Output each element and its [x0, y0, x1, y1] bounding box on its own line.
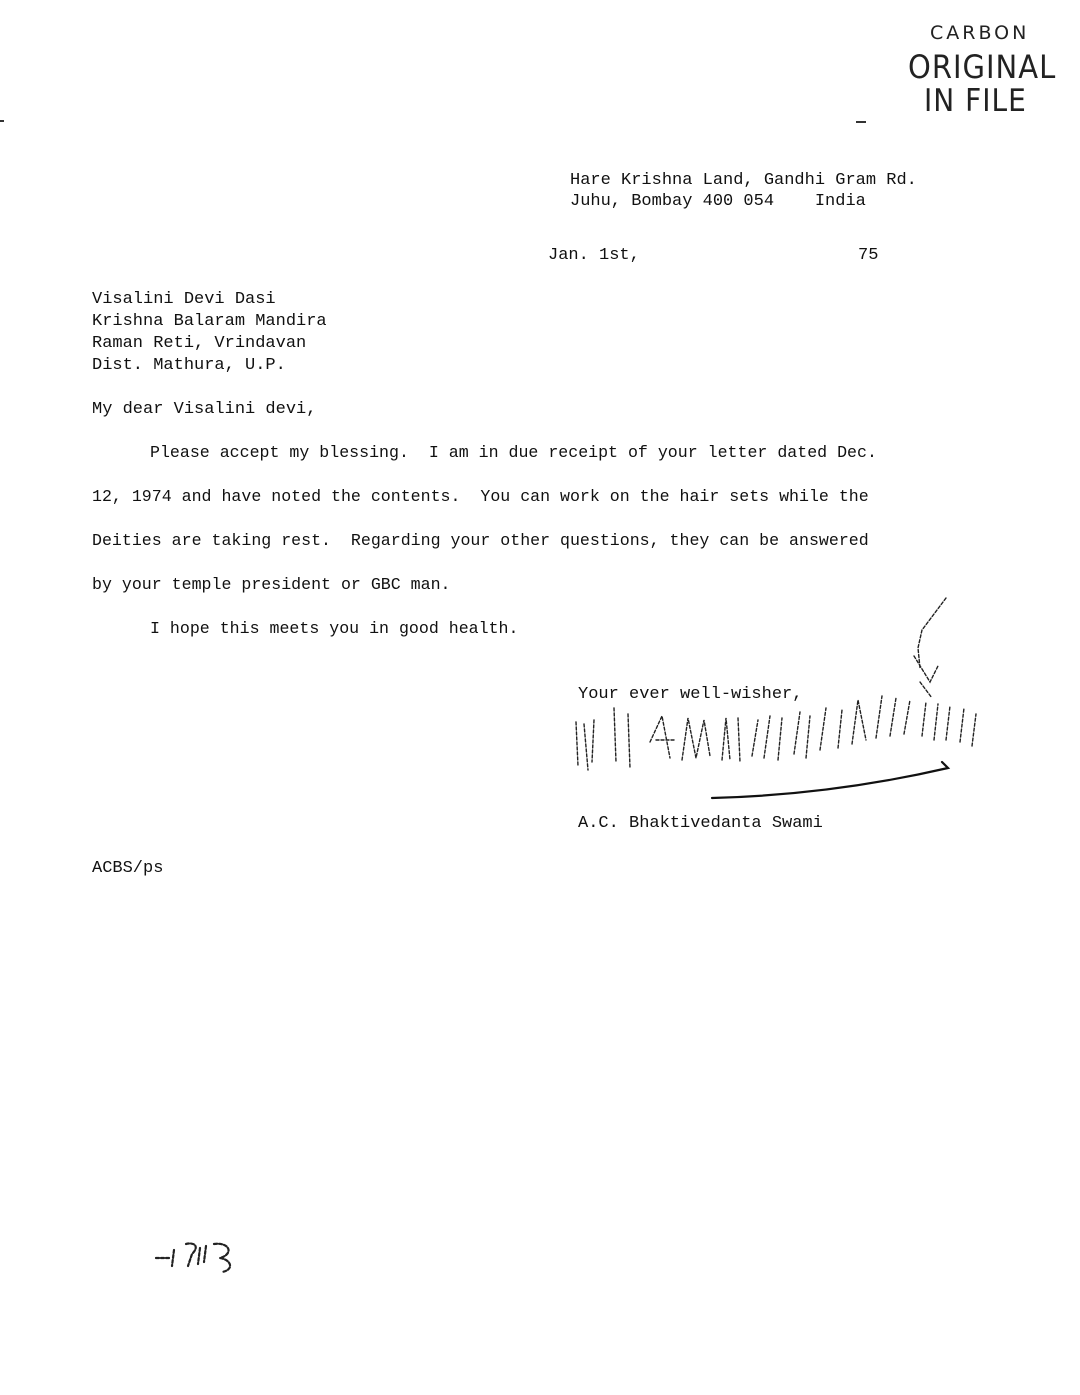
original-stamp: ORIGINAL	[908, 48, 1057, 86]
in-file-stamp: IN FILE	[924, 82, 1027, 119]
recipient-line-1: Visalini Devi Dasi	[92, 290, 276, 309]
recipient-line-3: Raman Reti, Vrindavan	[92, 334, 307, 353]
carbon-stamp: CARBON	[930, 22, 1030, 44]
sender-address-line-1: Hare Krishna Land, Gandhi Gram Rd.	[570, 171, 917, 190]
closing: Your ever well-wisher,	[578, 685, 803, 704]
body-line-1: Please accept my blessing. I am in due receipt of your letter dated Dec.	[150, 443, 877, 462]
handwritten-scribble	[148, 1232, 248, 1282]
stamp-dash-mark	[856, 121, 866, 123]
left-edge-mark	[0, 120, 4, 122]
body-line-4: by your temple president or GBC man.	[92, 575, 451, 594]
recipient-line-2: Krishna Balaram Mandira	[92, 312, 327, 331]
letter-date: Jan. 1st,	[548, 246, 640, 265]
body-line-3: Deities are taking rest. Regarding your other questions, they can be answered	[92, 531, 869, 550]
sender-address-line-2: Juhu, Bombay 400 054 India	[570, 192, 866, 211]
signatory-name: A.C. Bhaktivedanta Swami	[578, 814, 823, 833]
typist-initials: ACBS/ps	[92, 859, 164, 878]
salutation: My dear Visalini devi,	[92, 400, 317, 419]
body-line-2: 12, 1974 and have noted the contents. You can work on the hair sets while the	[92, 487, 869, 506]
recipient-line-4: Dist. Mathura, U.P.	[92, 356, 286, 375]
handwritten-signature	[570, 590, 990, 810]
letter-date-year: 75	[858, 246, 879, 265]
body-line-5: I hope this meets you in good health.	[150, 619, 519, 638]
